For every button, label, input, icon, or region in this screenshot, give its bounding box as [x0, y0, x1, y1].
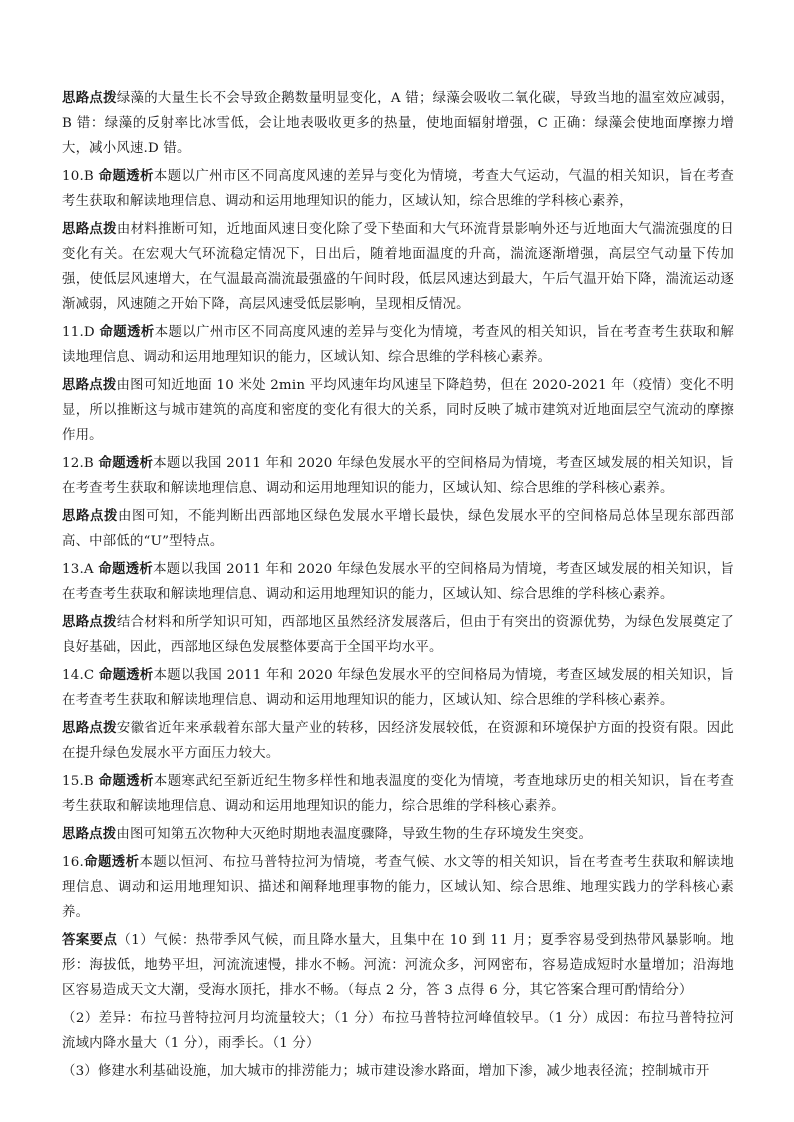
- section-label: 命题透析: [83, 854, 140, 870]
- paragraph-text: 本题以我国 2011 年和 2020 年绿色发展水平的空间格局为情境，考查区域发展的相关知识，旨在考查考生获取和解读地理信息、调动和运用地理知识的能力，区域认知、综合思维的学科核心素养。: [62, 456, 734, 496]
- question-number: 12.B: [62, 456, 99, 471]
- question-number: 13.A: [62, 562, 99, 577]
- paragraph-1: [62, 86, 734, 161]
- paragraph-7: [62, 504, 734, 554]
- section-label: 命题透析: [99, 324, 155, 340]
- paragraph-text: 本题以广州市区不同高度风速的差异与变化为情境，考查大气运动，气温的相关知识，旨在考查考生获取和解读地理信息、调动和运用地理知识的能力，区域认知，综合思维的学科核心素养，: [62, 169, 734, 209]
- paragraph-6: [62, 451, 734, 501]
- section-label: 命题透析: [98, 168, 154, 184]
- question-number: 11.D: [62, 325, 100, 340]
- paragraph-8: [62, 557, 734, 607]
- section-label: 命题透析: [98, 667, 154, 683]
- section-label: 思路点拨: [62, 508, 119, 524]
- section-label: 思路点拨: [62, 90, 117, 106]
- section-label: 命题透析: [98, 561, 154, 577]
- question-number: 15.B: [62, 774, 99, 789]
- section-label: 思路点拨: [62, 614, 117, 630]
- section-label: 命题透析: [98, 455, 154, 471]
- paragraph-text: 由图可知第五次物种大灭绝时期地表温度骤降，导致生物的生存环境发生突变。: [116, 827, 593, 842]
- paragraph-10: [62, 663, 734, 713]
- paragraph-text: 由图可知，不能判断出西部地区绿色发展水平增长最快，绿色发展水平的空间格局总体呈现东部西部高、中部低的“U”型特点。: [62, 509, 734, 549]
- paragraph-11: [62, 716, 734, 766]
- question-number: 14.C: [62, 668, 99, 683]
- paragraph-text: 本题以广州市区不同高度风速的差异与变化为情境，考查风的相关知识，旨在考查考生获取和解读地理信息、调动和运用地理知识的能力，区域认知、综合思维的学科核心素养。: [62, 325, 734, 365]
- paragraph-text: 本题寒武纪至新近纪生物多样性和地表温度的变化为情境，考查地球历史的相关知识，旨在考查考生获取和解读地理信息、调动和运用地理知识的能力，综合思维的学科核心素养。: [62, 774, 734, 814]
- paragraph-text: 由图可知近地面 10 米处 2min 平均风速年均风速呈下降趋势，但在 2020-2021 年（疫情）变化不明显，所以推断这与城市建筑的高度和密度的变化有很大的关系，同时反映了城市建筑对近地面层空气流动的摩擦作用。: [62, 378, 734, 443]
- paragraph-text: 绿藻的大量生长不会导致企鹅数量明显变化，A 错；绿藻会吸收二氧化碳，导致当地的温室效应减弱，B 错：绿藻的反射率比冰雪低，会让地表吸收更多的热量，使地面辐射增强，C 正确：绿藻会使地面摩擦力增大，减小风速.D 错。: [62, 91, 734, 156]
- paragraph-12: [62, 769, 734, 819]
- paragraph-text: （1）气候：热带季风气候，而且降水量大，且集中在 10 到 11 月；夏季容易受到热带风暴影响。地形：海拔低，地势平坦，河流流速慢，排水不畅。河流：河流众多，河网密布，容易造成短时水量增加；沿海地区容易造成天文大潮，受海水顶托，排水不畅。（每点 2 分，答 3 点得 6 分，其它答案合理可酌情给分）: [62, 933, 734, 998]
- section-label: 思路点拨: [62, 826, 117, 842]
- question-number: 16.: [62, 855, 84, 870]
- paragraph-17: [62, 1059, 734, 1084]
- section-label: 答案要点: [62, 932, 118, 948]
- section-label: 思路点拨: [62, 377, 117, 393]
- paragraph-text: 安徽省近年来承载着东部大量产业的转移，因经济发展较低，在资源和环境保护方面的投资有限。因此在提升绿色发展水平方面压力较大。: [62, 721, 734, 761]
- paragraph-text: 本题以恒河、布拉马普特拉河为情境，考查气候、水文等的相关知识，旨在考查考生获取和解读地理信息、调动和运用地理知识、描述和阐释地理事物的能力，区域认知、综合思维、地理实践力的学科核心素养。: [62, 855, 734, 920]
- paragraph-text: （2）差异：布拉马普特拉河月均流量较大；（1 分）布拉马普特拉河峰值较早。（1 分）成因：布拉马普特拉河流域内降水量大（1 分），雨季长。（1 分）: [62, 1011, 734, 1051]
- paragraph-14: [62, 850, 734, 925]
- section-label: 思路点拨: [62, 221, 117, 237]
- paragraph-text: 结合材料和所学知识可知，西部地区虽然经济发展落后，但由于有突出的资源优势，为绿色发展奠定了良好基础，因此，西部地区绿色发展整体要高于全国平均水平。: [62, 615, 734, 655]
- paragraph-16: [62, 1006, 734, 1056]
- paragraph-3: [62, 217, 734, 317]
- paragraph-text: 本题以我国 2011 年和 2020 年绿色发展水平的空间格局为情境，考查区域发展的相关知识，旨在考查考生获取和解读地理信息、调动和运用地理知识的能力，区域认知、综合思维的学科核心素养。: [62, 668, 734, 708]
- paragraph-9: [62, 610, 734, 660]
- paragraph-13: [62, 822, 734, 847]
- question-number: 10.B: [62, 169, 99, 184]
- paragraph-5: [62, 373, 734, 448]
- section-label: 命题透析: [98, 773, 154, 789]
- paragraph-15: [62, 928, 734, 1003]
- paragraph-2: [62, 164, 734, 214]
- section-label: 思路点拨: [62, 720, 117, 736]
- paragraph-text: 本题以我国 2011 年和 2020 年绿色发展水平的空间格局为情境，考查区域发展的相关知识，旨在考查考生获取和解读地理信息、调动和运用地理知识的能力，区域认知、综合思维的学科核心素养。: [62, 562, 734, 602]
- paragraph-4: [62, 320, 734, 370]
- paragraph-text: 由材料推断可知，近地面风速日变化除了受下垫面和大气环流背景影响外还与近地面大气湍流强度的日变化有关。在宏观大气环流稳定情况下，日出后，随着地面温度的升高，湍流逐渐增强，高层空气动量下传加强，使低层风速增大，在气温最高湍流最强盛的午间时段，低层风速达到最大，午后气温开始下降，湍流运动逐渐减弱，风速随之开始下降，高层风速受低层影响，呈现相反情况。: [62, 222, 734, 312]
- paragraph-text: （3）修建水利基础设施，加大城市的排涝能力；城市建设渗水路面，增加下渗，减少地表径流；控制城市开: [62, 1064, 710, 1079]
